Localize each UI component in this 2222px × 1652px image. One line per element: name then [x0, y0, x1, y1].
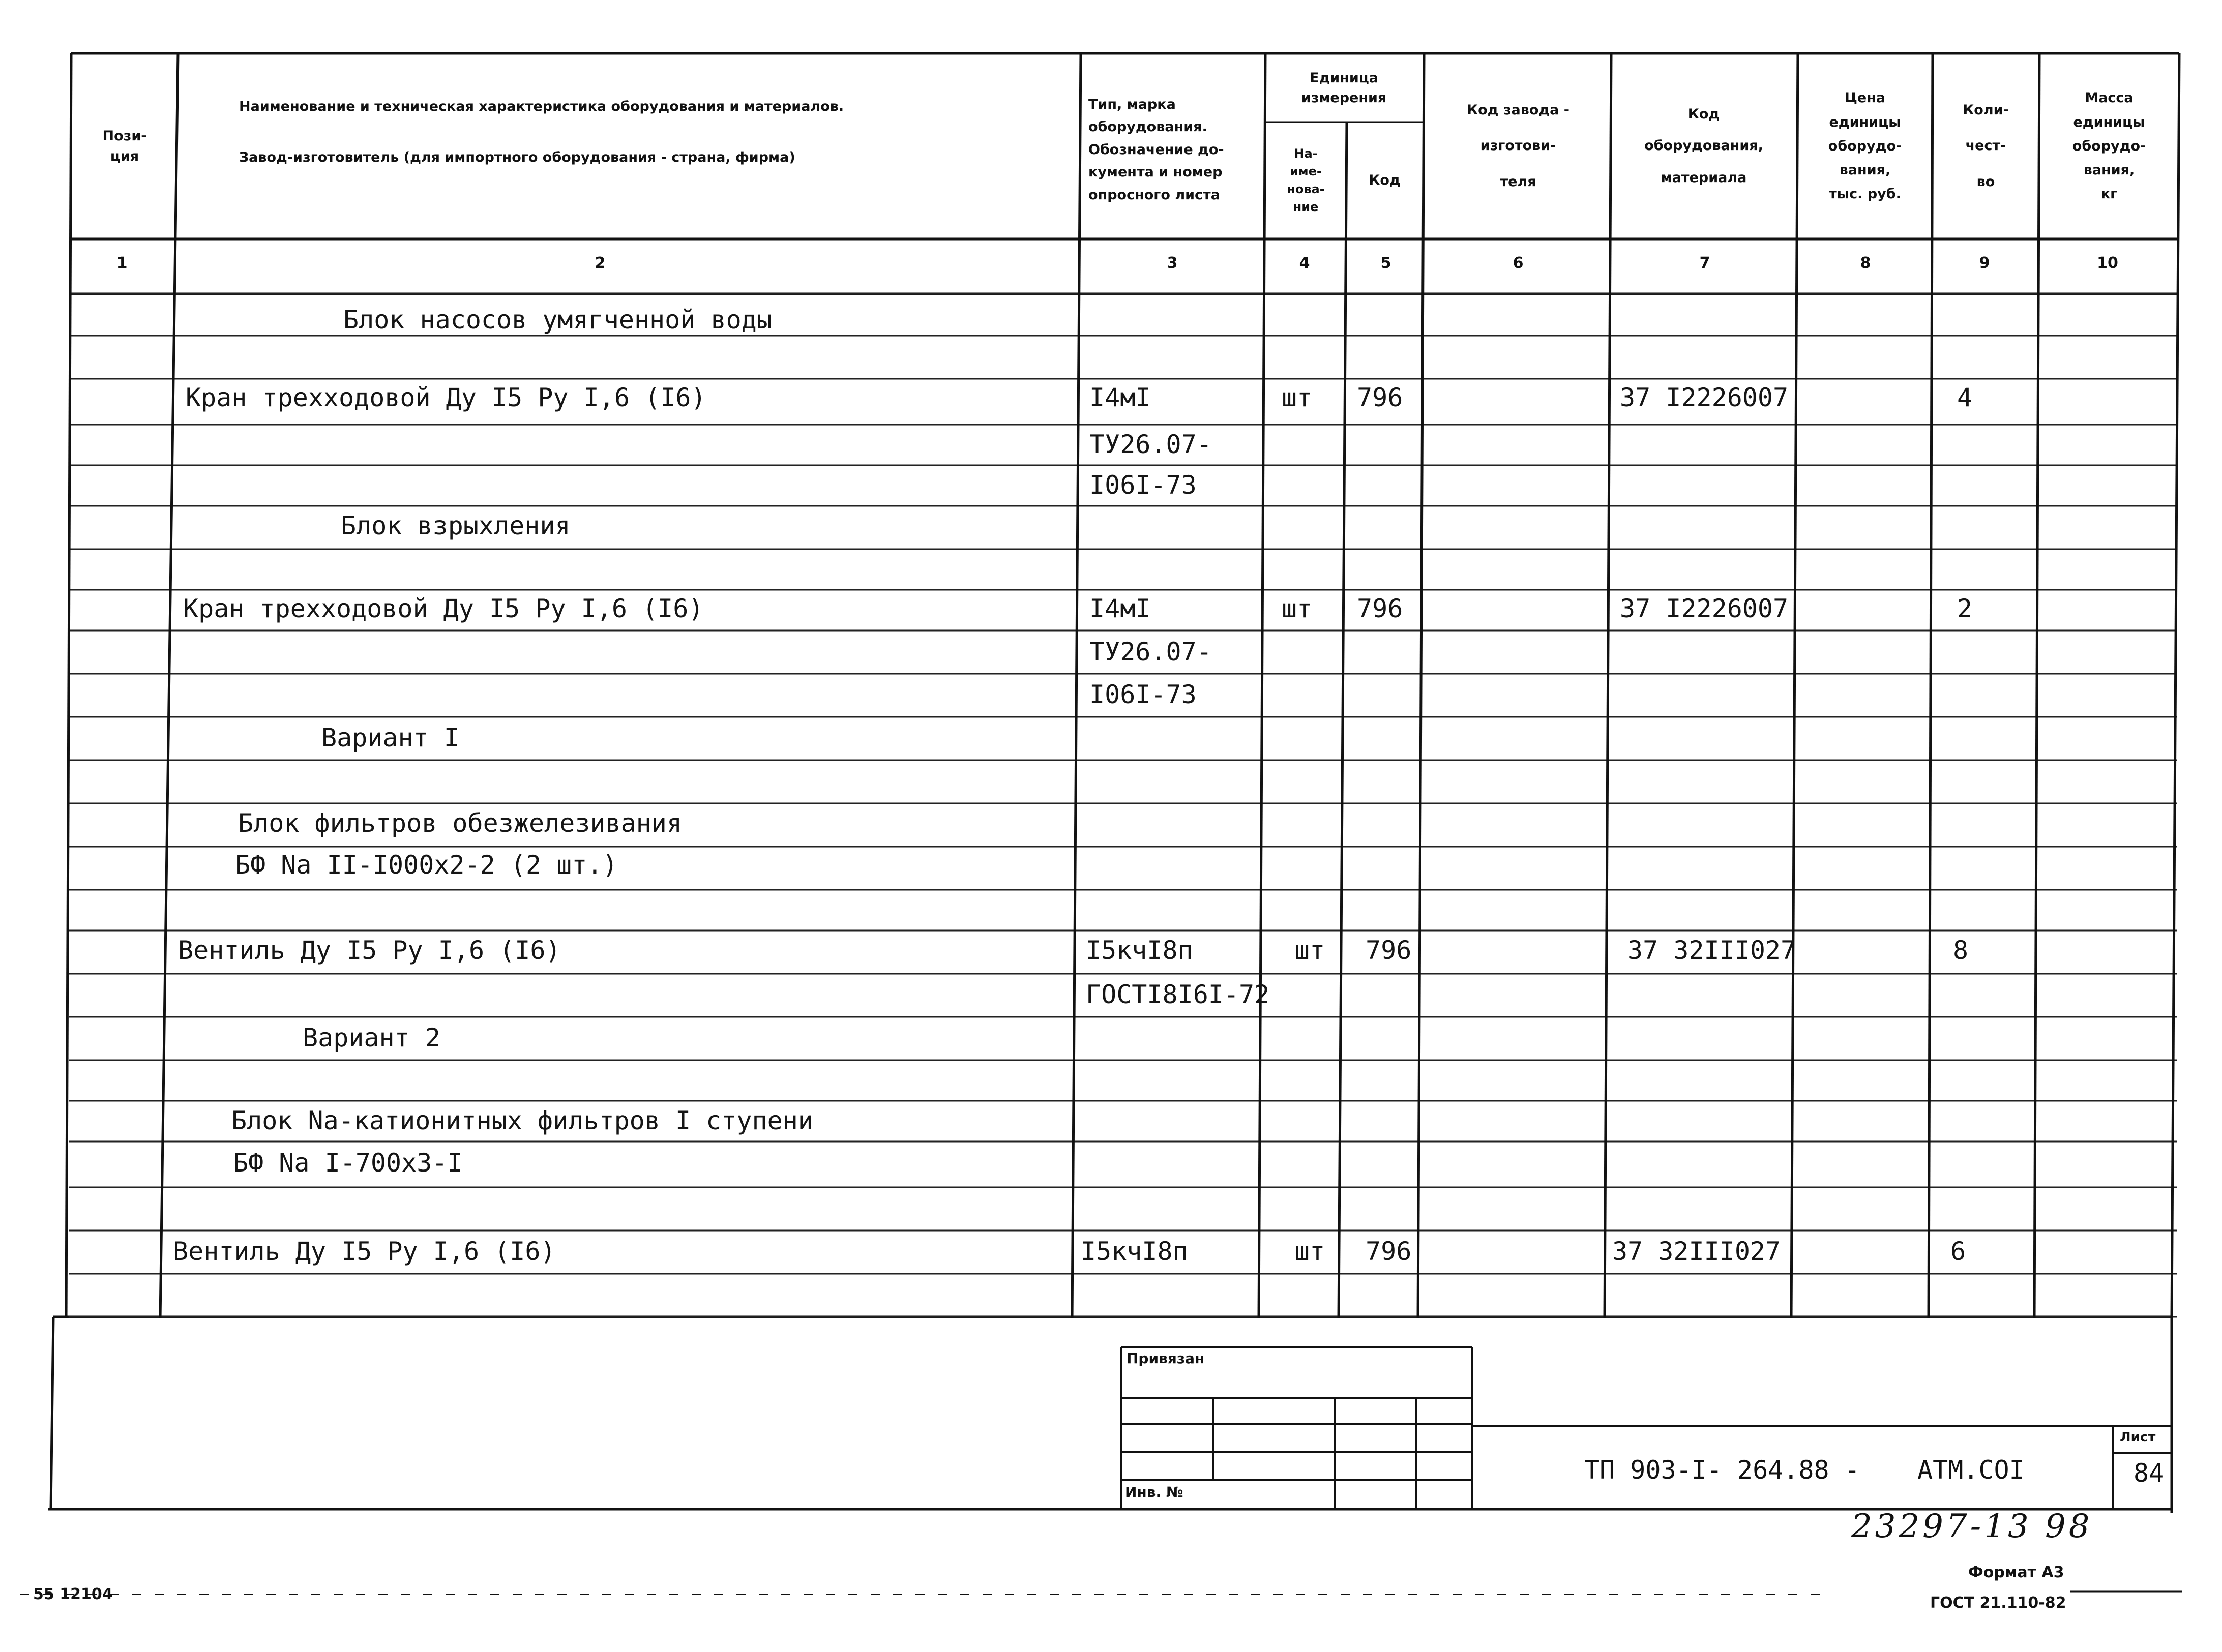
- row-16-unit: шт: [1294, 1237, 1325, 1266]
- row-5-equip-code: 37 I2226007: [1620, 594, 1789, 623]
- column-number-4: 4: [1299, 254, 1310, 272]
- column-number-7: 7: [1699, 254, 1710, 272]
- row-5-qty: 2: [1957, 594, 1973, 623]
- row-1-qty: 4: [1957, 383, 1973, 412]
- format-label: Формат А3: [1968, 1564, 2064, 1581]
- row-5-name: Кран трехходовой Ду I5 Ру I,6 (I6): [183, 594, 704, 623]
- order-number: 55 12104: [33, 1585, 113, 1603]
- row-2-type: ТУ26.07-: [1089, 430, 1212, 459]
- row-5-type: I4мI: [1089, 594, 1151, 623]
- row-11-unit: шт: [1294, 936, 1325, 965]
- row-1-unit: шт: [1282, 383, 1313, 412]
- row-9-name: Блок фильтров обезжелезивания: [238, 808, 682, 838]
- header-unit-group: Единица измерения: [1301, 70, 1387, 106]
- row-7-type: I06I-73: [1089, 680, 1197, 709]
- row-15-name: БФ Na I-700x3-I: [233, 1148, 463, 1178]
- header-maker-code: Код завода - изготови- теля: [1467, 102, 1569, 190]
- row-13-name: Вариант 2: [303, 1023, 440, 1053]
- row-1-equip-code: 37 I2226007: [1620, 383, 1789, 412]
- gost-label: ГОСТ 21.110-82: [1930, 1594, 2066, 1612]
- header-unit-name: На- име- нова- ние: [1287, 146, 1325, 214]
- handwritten-number: 23297-13 98: [1851, 1508, 2093, 1545]
- row-11-equip-code: 37 32III027: [1627, 936, 1796, 965]
- header-quantity: Коли- чест- во: [1963, 102, 2009, 190]
- row-11-name: Вентиль Ду I5 Ру I,6 (I6): [178, 936, 561, 965]
- header-name-line2: Завод-изготовитель (для импортного оборудования - страна, фирма): [239, 149, 795, 166]
- header-type: Тип, марка оборудования. Обозначение до- кумента и номер опросного листа: [1088, 96, 1224, 203]
- header-price: Цена единицы оборудо- вания, тыс. руб.: [1828, 90, 1902, 202]
- row-11-qty: 8: [1953, 936, 1969, 965]
- column-number-5: 5: [1380, 254, 1391, 272]
- column-number-9: 9: [1979, 254, 1990, 272]
- row-11-type: I5кчI8п: [1086, 936, 1193, 965]
- row-8-name: Вариант I: [321, 723, 459, 753]
- stamp-inv-no: Инв. №: [1125, 1484, 1183, 1500]
- row-16-equip-code: 37 32III027: [1612, 1237, 1781, 1266]
- column-number-6: 6: [1513, 254, 1524, 272]
- row-3-type: I06I-73: [1089, 470, 1197, 500]
- row-1-name: Кран трехходовой Ду I5 Ру I,6 (I6): [186, 383, 706, 412]
- row-1-unit-code: 796: [1357, 383, 1403, 412]
- row-4-name: Блок взрыхления: [341, 511, 571, 540]
- column-number-10: 10: [2097, 254, 2118, 272]
- row-16-name: Вентиль Ду I5 Ру I,6 (I6): [173, 1237, 556, 1266]
- row-16-unit-code: 796: [1366, 1237, 1412, 1266]
- row-10-name: БФ Na II-I000x2-2 (2 шт.): [235, 850, 618, 880]
- sheet-number: 84: [2134, 1458, 2165, 1488]
- row-12-type: ГОСТI8I6I-72: [1086, 980, 1270, 1009]
- row-0-name: Блок насосов умягченной воды: [343, 305, 772, 335]
- column-number-2: 2: [595, 254, 606, 272]
- row-5-unit: шт: [1282, 594, 1313, 623]
- sheet-label: Лист: [2120, 1430, 2156, 1445]
- header-mass: Масса единицы оборудо- вания, кг: [2072, 90, 2146, 202]
- row-11-unit-code: 796: [1366, 936, 1412, 965]
- row-16-qty: 6: [1950, 1237, 1966, 1266]
- row-16-type: I5кчI8п: [1081, 1237, 1188, 1266]
- header-unit-code: Код: [1369, 172, 1401, 189]
- header-position: Пози- ция: [102, 128, 147, 164]
- document-suffix: АТМ.СОI: [1917, 1455, 2025, 1485]
- column-number-8: 8: [1860, 254, 1871, 272]
- row-6-type: ТУ26.07-: [1089, 637, 1212, 667]
- header-equip-code: Код оборудования, материала: [1644, 106, 1763, 186]
- row-1-type: I4мI: [1089, 383, 1151, 412]
- column-number-1: 1: [116, 254, 128, 272]
- row-14-name: Блок Na-катионитных фильтров I ступени: [231, 1106, 813, 1135]
- header-name-line1: Наименование и техническая характеристика оборудования и материалов.: [239, 99, 844, 115]
- column-number-3: 3: [1167, 254, 1178, 272]
- row-5-unit-code: 796: [1357, 594, 1403, 623]
- stamp-privyazan: Привязан: [1127, 1350, 1205, 1367]
- document-code: ТП 903-I- 264.88 -: [1584, 1455, 1860, 1485]
